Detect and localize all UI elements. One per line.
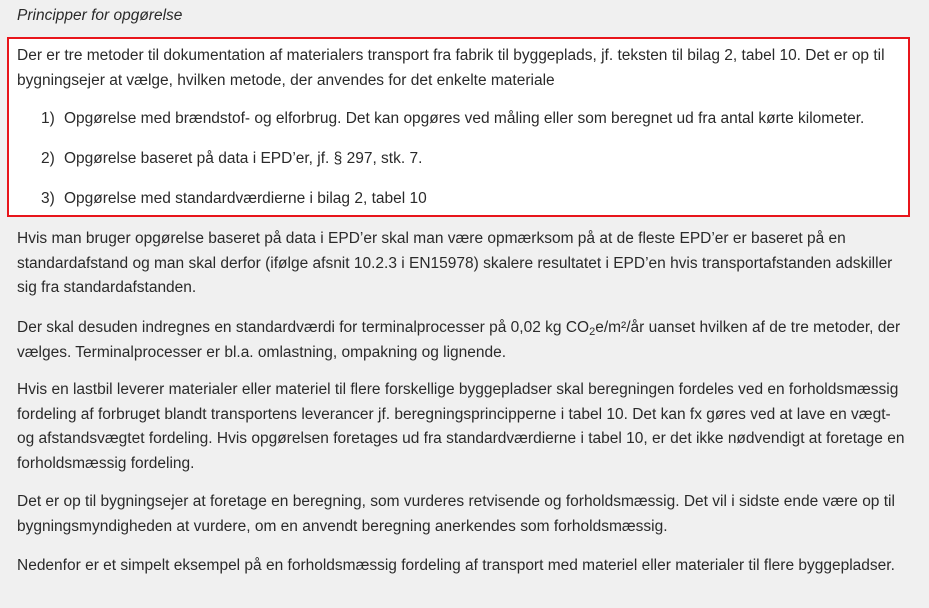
paragraph-owner-responsibility: Det er op til bygningsejer at foretage en beregning, som vurderes retvisende og forholdsmæssig. Det vil i sidste ende være op til bygningsmyndigheden at vurdere, om en anvendt beregning anerkendes som forholdsmæssig. [17,493,895,535]
paragraph-epd-scaling: Hvis man bruger opgørelse baseret på data i EPD’er skal man være opmærksom på at de fleste EPD’er er baseret på en standardafstand og man skal derfor (ifølge afsnit 10.2.3 i EN15978) skalere resultatet i EPD’en hvis transportafstanden adskiller sig fra standardafstanden. [17,230,893,296]
paragraph-text: e/m²/år uanset hvilken af de tre metoder, der vælges. Terminalprocesser er bl.a. omlastning, ompakning og lignende. [17,319,901,361]
paragraph-example-intro: Nedenfor er et simpelt eksempel på en forholdsmæssig fordeling af transport med materiel eller materialer til flere byggepladser. [17,557,895,574]
section-heading: Principper for opgørelse [17,7,183,24]
list-item [41,149,422,169]
list-item [41,189,427,209]
subscript-2: 2 [589,326,596,338]
list-item-text: Opgørelse baseret på data i EPD’er, jf. § 297, stk. 7. [64,150,423,167]
list-item-text: Opgørelse med standardværdierne i bilag 2, tabel 10 [64,190,427,207]
paragraph-text: Der skal desuden indregnes en standardværdi for terminalprocesser på 0,02 kg CO [17,319,590,336]
paragraph-multiple-sites: Hvis en lastbil leverer materialer eller materiel til flere forskellige byggepladser skal beregningen fordeles ved en forholdsmæssig fordeling af forbruget blandt transportens leverancer jf. beregningsprincipperne i tabel 10. Det kan fx gøres ved at lave en vægt- og afstandsvægtet fordeling. Hvis opgørelsen foretages ud fra standardværdierne i tabel 10, er det ikke nødvendigt at foretage en forholdsmæssig fordeling. [17,381,905,472]
list-item-text: Opgørelse med brændstof- og elforbrug. Det kan opgøres ved måling eller som beregnet ud fra antal kørte kilometer. [64,110,865,127]
paragraph-terminal-processes [17,316,912,365]
list-item [41,109,864,129]
list-item-number: 3) [41,190,55,207]
list-item-number: 1) [41,110,55,127]
list-item-number: 2) [41,150,55,167]
box-intro-text: Der er tre metoder til dokumentation af materialers transport fra fabrik til byggeplads, jf. teksten til bilag 2, tabel 10. Det er op til bygningsejer at vælge, hvilken metode, der anvendes for det enkelte materiale [17,47,885,89]
highlighted-methods-box [7,37,910,217]
